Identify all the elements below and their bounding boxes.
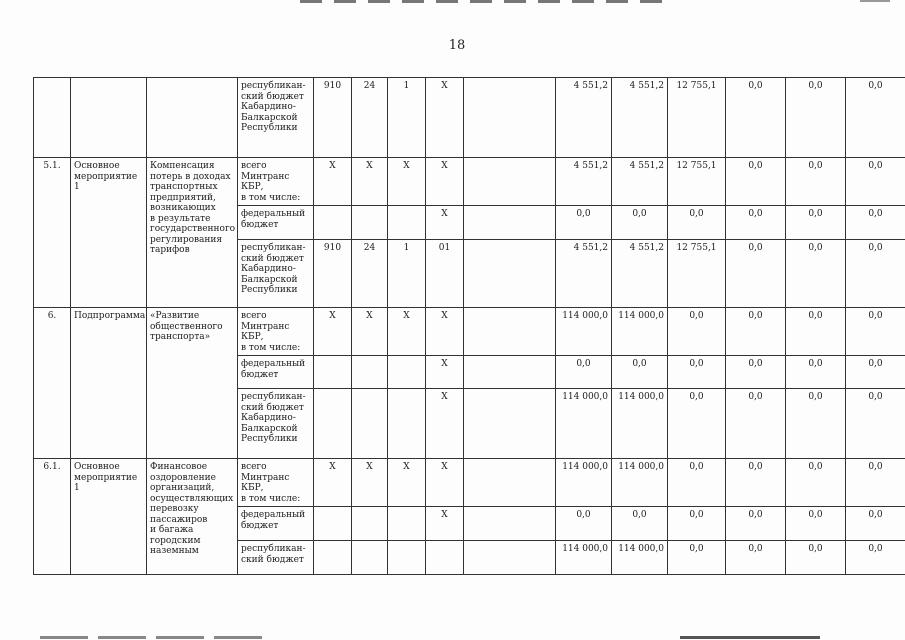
cell-code-rz: 24 bbox=[352, 240, 388, 308]
cell-code-grbs: 910 bbox=[314, 240, 352, 308]
cell-code-pr: 1 bbox=[388, 78, 426, 158]
cell-amount: 114 000,0 bbox=[612, 389, 668, 459]
cell-amount: 0,0 bbox=[612, 507, 668, 541]
cell-code-grbs: Х bbox=[314, 158, 352, 206]
cell-amount: 0,0 bbox=[786, 507, 846, 541]
budget-table bbox=[33, 77, 905, 575]
cell-code-pr bbox=[388, 206, 426, 240]
cell-amount: 12 755,1 bbox=[668, 158, 726, 206]
cell-num: 5.1. bbox=[34, 158, 71, 308]
page-number: 18 bbox=[448, 38, 466, 53]
cell-amount: 0,0 bbox=[726, 389, 786, 459]
cell-code-pr bbox=[388, 541, 426, 575]
cell-amount: 0,0 bbox=[556, 206, 612, 240]
cell-amount: 0,0 bbox=[786, 240, 846, 308]
cell-amount: 0,0 bbox=[668, 459, 726, 507]
cell-code-pr bbox=[388, 356, 426, 389]
cell-code-vr bbox=[464, 459, 556, 507]
cell-amount: 0,0 bbox=[846, 356, 905, 389]
cell-amount: 4 551,2 bbox=[556, 240, 612, 308]
cell-code-grbs bbox=[314, 206, 352, 240]
table-row bbox=[34, 158, 905, 206]
cell-amount: 0,0 bbox=[846, 308, 905, 356]
cell-source: всего Минтранс КБР, в том числе: bbox=[238, 459, 314, 507]
cell-code-rz bbox=[352, 356, 388, 389]
cell-amount: 0,0 bbox=[556, 356, 612, 389]
cell-code-rz bbox=[352, 541, 388, 575]
cell-amount: 0,0 bbox=[726, 541, 786, 575]
cell-name: Финансовое оздоровление организаций, осуществляющих перевозку пассажиров и багажа городским наземным bbox=[147, 459, 238, 575]
cell-amount: 0,0 bbox=[786, 389, 846, 459]
cell-source: республикан- ский бюджет Кабардино- Балкарской Республики bbox=[238, 240, 314, 308]
cell-amount: 0,0 bbox=[786, 541, 846, 575]
cell-source: республикан- ский бюджет bbox=[238, 541, 314, 575]
cell-amount: 0,0 bbox=[786, 78, 846, 158]
cell-amount: 114 000,0 bbox=[556, 541, 612, 575]
cell-amount: 4 551,2 bbox=[612, 78, 668, 158]
cell-amount: 4 551,2 bbox=[612, 240, 668, 308]
cell-amount: 12 755,1 bbox=[668, 78, 726, 158]
cell-num bbox=[34, 78, 71, 158]
cell-code-pr: 1 bbox=[388, 240, 426, 308]
cell-source: всего Минтранс КБР, в том числе: bbox=[238, 308, 314, 356]
cell-name: Компенсация потерь в доходах транспортных предприятий, возникающих в результате государственного регулирования тарифов bbox=[147, 158, 238, 308]
cell-code-csr: 01 bbox=[426, 240, 464, 308]
cell-amount: 0,0 bbox=[726, 308, 786, 356]
cell-code-vr bbox=[464, 507, 556, 541]
cell-amount: 0,0 bbox=[668, 541, 726, 575]
cell-amount: 114 000,0 bbox=[612, 459, 668, 507]
cell-source: всего Минтранс КБР, в том числе: bbox=[238, 158, 314, 206]
cell-amount: 4 551,2 bbox=[612, 158, 668, 206]
cell-code-pr: Х bbox=[388, 158, 426, 206]
cell-amount: 0,0 bbox=[612, 356, 668, 389]
cell-code-grbs: 910 bbox=[314, 78, 352, 158]
cell-amount: 0,0 bbox=[786, 459, 846, 507]
cell-code-pr: Х bbox=[388, 308, 426, 356]
cell-amount: 4 551,2 bbox=[556, 158, 612, 206]
cell-source: федеральный бюджет bbox=[238, 206, 314, 240]
cell-amount: 0,0 bbox=[786, 308, 846, 356]
cell-amount: 0,0 bbox=[668, 507, 726, 541]
cell-type: Подпрограмма bbox=[71, 308, 147, 459]
cell-code-grbs bbox=[314, 507, 352, 541]
cell-amount: 114 000,0 bbox=[556, 308, 612, 356]
cell-amount: 0,0 bbox=[668, 356, 726, 389]
cell-amount: 0,0 bbox=[846, 158, 905, 206]
cell-amount: 0,0 bbox=[726, 240, 786, 308]
cell-code-rz: Х bbox=[352, 308, 388, 356]
cell-amount: 0,0 bbox=[846, 389, 905, 459]
cell-code-csr: Х bbox=[426, 389, 464, 459]
table-row bbox=[34, 308, 905, 356]
cell-code-rz bbox=[352, 507, 388, 541]
cell-code-csr bbox=[426, 541, 464, 575]
cell-code-grbs bbox=[314, 541, 352, 575]
cell-amount: 114 000,0 bbox=[556, 389, 612, 459]
cell-amount: 0,0 bbox=[612, 206, 668, 240]
scan-artifact-bottom bbox=[40, 636, 270, 639]
cell-code-csr: Х bbox=[426, 507, 464, 541]
scan-artifact-top bbox=[300, 0, 670, 3]
cell-code-rz: Х bbox=[352, 158, 388, 206]
cell-code-csr: Х bbox=[426, 459, 464, 507]
cell-amount: 0,0 bbox=[668, 389, 726, 459]
cell-source: федеральный бюджет bbox=[238, 507, 314, 541]
cell-type: Основное мероприятие 1 bbox=[71, 158, 147, 308]
cell-amount: 0,0 bbox=[846, 240, 905, 308]
cell-amount: 4 551,2 bbox=[556, 78, 612, 158]
cell-amount: 0,0 bbox=[726, 158, 786, 206]
cell-code-rz bbox=[352, 206, 388, 240]
cell-amount: 0,0 bbox=[556, 507, 612, 541]
table-row bbox=[34, 459, 905, 507]
cell-code-csr: Х bbox=[426, 78, 464, 158]
cell-amount: 0,0 bbox=[846, 206, 905, 240]
cell-amount: 0,0 bbox=[668, 308, 726, 356]
cell-code-csr: Х bbox=[426, 206, 464, 240]
table-row bbox=[34, 78, 905, 158]
cell-code-vr bbox=[464, 389, 556, 459]
cell-amount: 114 000,0 bbox=[556, 459, 612, 507]
cell-amount: 0,0 bbox=[726, 78, 786, 158]
cell-code-vr bbox=[464, 356, 556, 389]
cell-type bbox=[71, 78, 147, 158]
cell-num: 6. bbox=[34, 308, 71, 459]
cell-code-rz bbox=[352, 389, 388, 459]
scan-artifact-bottom-right bbox=[680, 636, 820, 639]
cell-amount: 0,0 bbox=[846, 78, 905, 158]
cell-source: федеральный бюджет bbox=[238, 356, 314, 389]
cell-amount: 0,0 bbox=[726, 507, 786, 541]
cell-code-pr bbox=[388, 389, 426, 459]
cell-amount: 0,0 bbox=[786, 356, 846, 389]
cell-code-grbs bbox=[314, 356, 352, 389]
cell-amount: 114 000,0 bbox=[612, 541, 668, 575]
cell-amount: 0,0 bbox=[786, 158, 846, 206]
cell-code-vr bbox=[464, 206, 556, 240]
cell-amount: 0,0 bbox=[726, 459, 786, 507]
cell-code-csr: Х bbox=[426, 356, 464, 389]
cell-name bbox=[147, 78, 238, 158]
cell-amount: 0,0 bbox=[846, 541, 905, 575]
cell-amount: 0,0 bbox=[668, 206, 726, 240]
cell-type: Основное мероприятие 1 bbox=[71, 459, 147, 575]
cell-code-rz: 24 bbox=[352, 78, 388, 158]
cell-amount: 0,0 bbox=[726, 356, 786, 389]
cell-amount: 0,0 bbox=[846, 507, 905, 541]
cell-code-grbs bbox=[314, 389, 352, 459]
cell-name: «Развитие общественного транспорта» bbox=[147, 308, 238, 459]
cell-amount: 0,0 bbox=[726, 206, 786, 240]
cell-code-grbs: Х bbox=[314, 459, 352, 507]
cell-amount: 0,0 bbox=[786, 206, 846, 240]
cell-num: 6.1. bbox=[34, 459, 71, 575]
cell-source: республикан- ский бюджет Кабардино- Балкарской Республики bbox=[238, 389, 314, 459]
cell-amount: 12 755,1 bbox=[668, 240, 726, 308]
cell-code-grbs: Х bbox=[314, 308, 352, 356]
cell-code-csr: Х bbox=[426, 158, 464, 206]
cell-code-rz: Х bbox=[352, 459, 388, 507]
cell-amount: 0,0 bbox=[846, 459, 905, 507]
cell-code-vr bbox=[464, 541, 556, 575]
cell-code-vr bbox=[464, 240, 556, 308]
cell-code-csr: Х bbox=[426, 308, 464, 356]
cell-code-pr bbox=[388, 507, 426, 541]
cell-source: республикан- ский бюджет Кабардино- Балкарской Республики bbox=[238, 78, 314, 158]
cell-code-vr bbox=[464, 78, 556, 158]
cell-code-vr bbox=[464, 308, 556, 356]
scan-artifact-top-right bbox=[860, 0, 890, 2]
cell-amount: 114 000,0 bbox=[612, 308, 668, 356]
cell-code-pr: Х bbox=[388, 459, 426, 507]
cell-code-vr bbox=[464, 158, 556, 206]
